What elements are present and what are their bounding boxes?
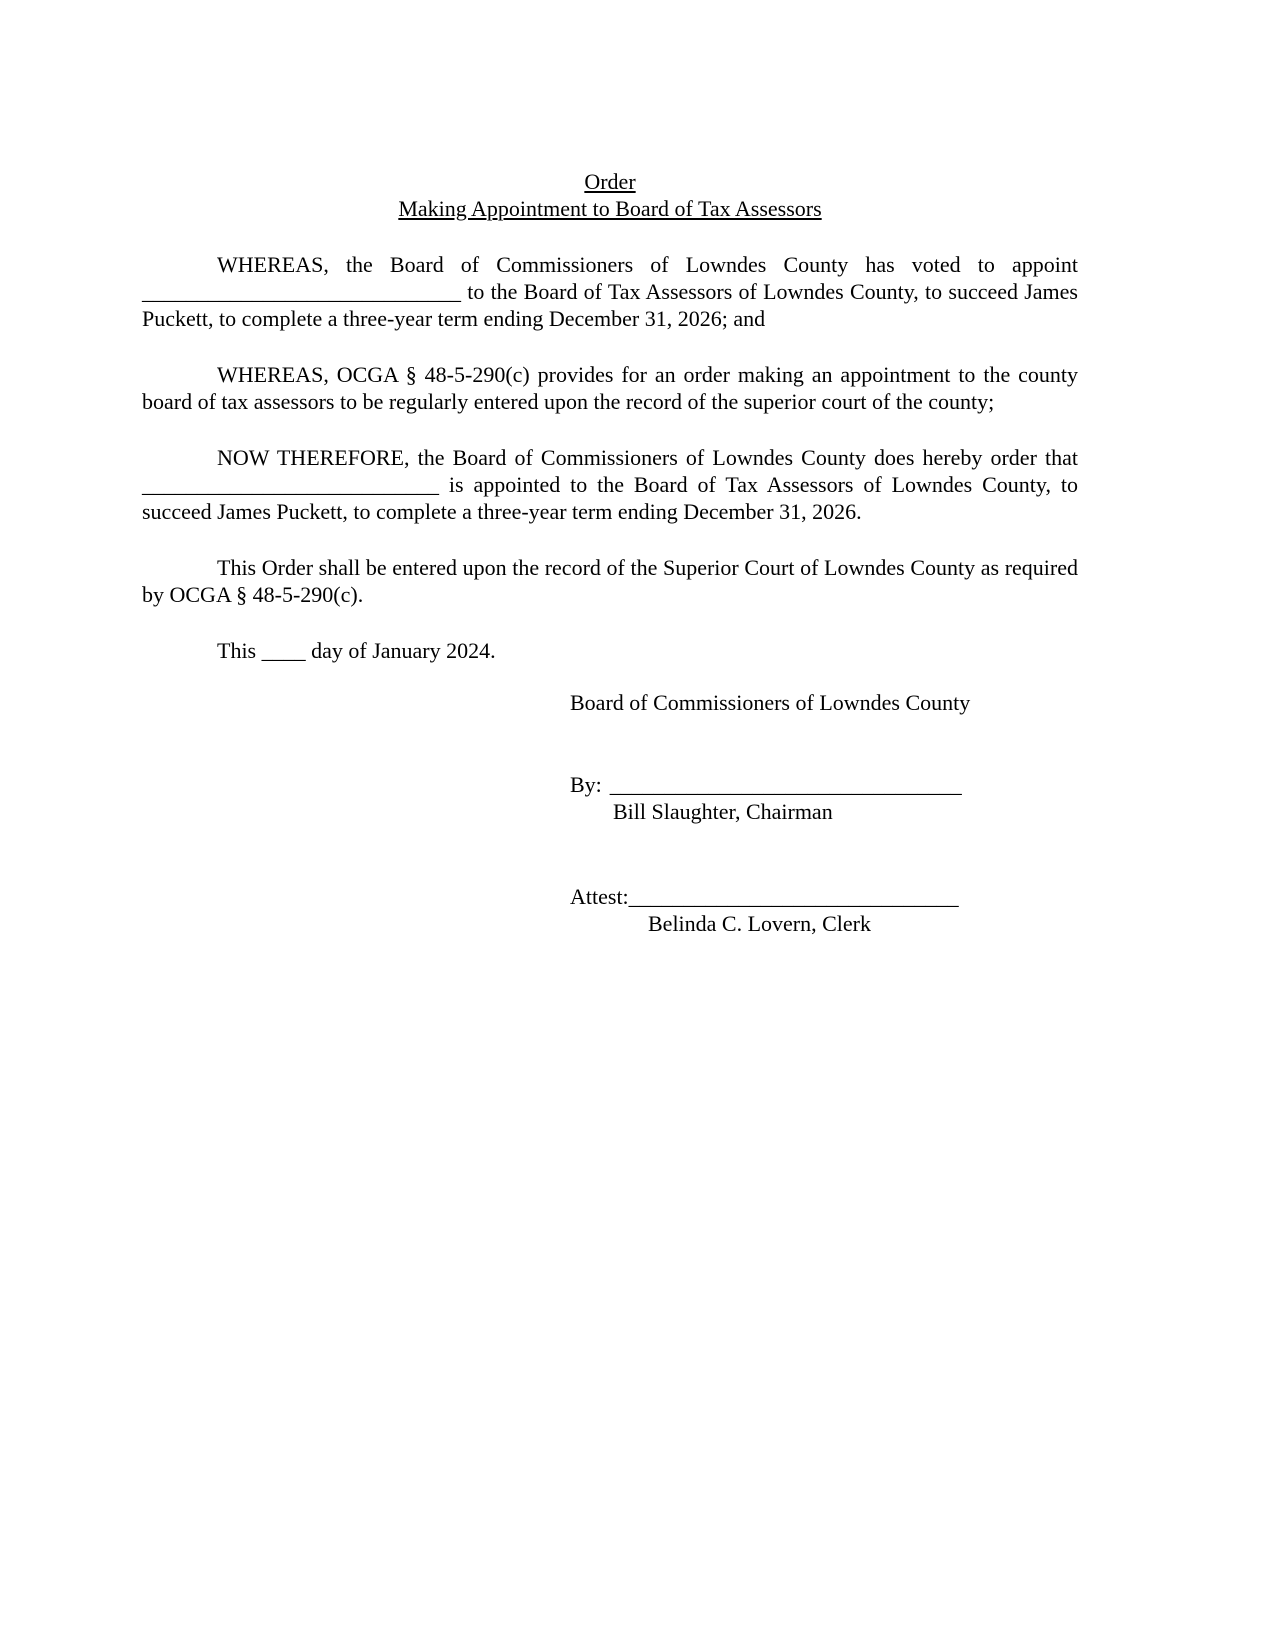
signature-attest-name: Belinda C. Lovern, Clerk [648, 911, 872, 936]
document-title [142, 168, 1078, 222]
signature-attest-line [570, 883, 1078, 910]
signature-attest-label: Attest: [570, 884, 629, 909]
paragraph-now-therefore: NOW THEREFORE, the Board of Commissioners of Lowndes County does hereby order that ___________________________ is appointed to the Board of Tax Assessors of Lowndes County, to succeed James Puckett, to complete a three-year term ending December 31, 2026. [142, 445, 1078, 524]
paragraph-whereas-appointment: WHEREAS, the Board of Commissioners of Lowndes County has voted to appoint _____________________________ to the Board of Tax Assessors of Lowndes County, to succeed James Puckett, to complete a three-year term ending December 31, 2026; and [142, 252, 1078, 331]
signature-by-line [570, 771, 1078, 798]
paragraph-order-entered: This Order shall be entered upon the record of the Superior Court of Lowndes County as required by OCGA § 48-5-290(c). [142, 555, 1078, 607]
signature-org: Board of Commissioners of Lowndes County [570, 690, 971, 715]
signature-by-blank: ________________________________ [609, 772, 962, 797]
paragraph-date-line: This ____ day of January 2024. [217, 638, 496, 663]
title-line-1-row [142, 168, 1078, 195]
signature-by-label: By: [570, 772, 602, 797]
signature-attest-blank: ______________________________ [628, 884, 959, 909]
title-order: Order [584, 169, 636, 194]
title-line-2-row [142, 195, 1078, 222]
paragraph-whereas-ocga: WHEREAS, OCGA § 48-5-290(c) provides for an order making an appointment to the county board of tax assessors to be regularly entered upon the record of the superior court of the county; [142, 362, 1078, 414]
signature-by-name: Bill Slaughter, Chairman [613, 799, 833, 824]
title-subtitle: Making Appointment to Board of Tax Assessors [398, 196, 822, 221]
signature-block [570, 689, 1078, 937]
